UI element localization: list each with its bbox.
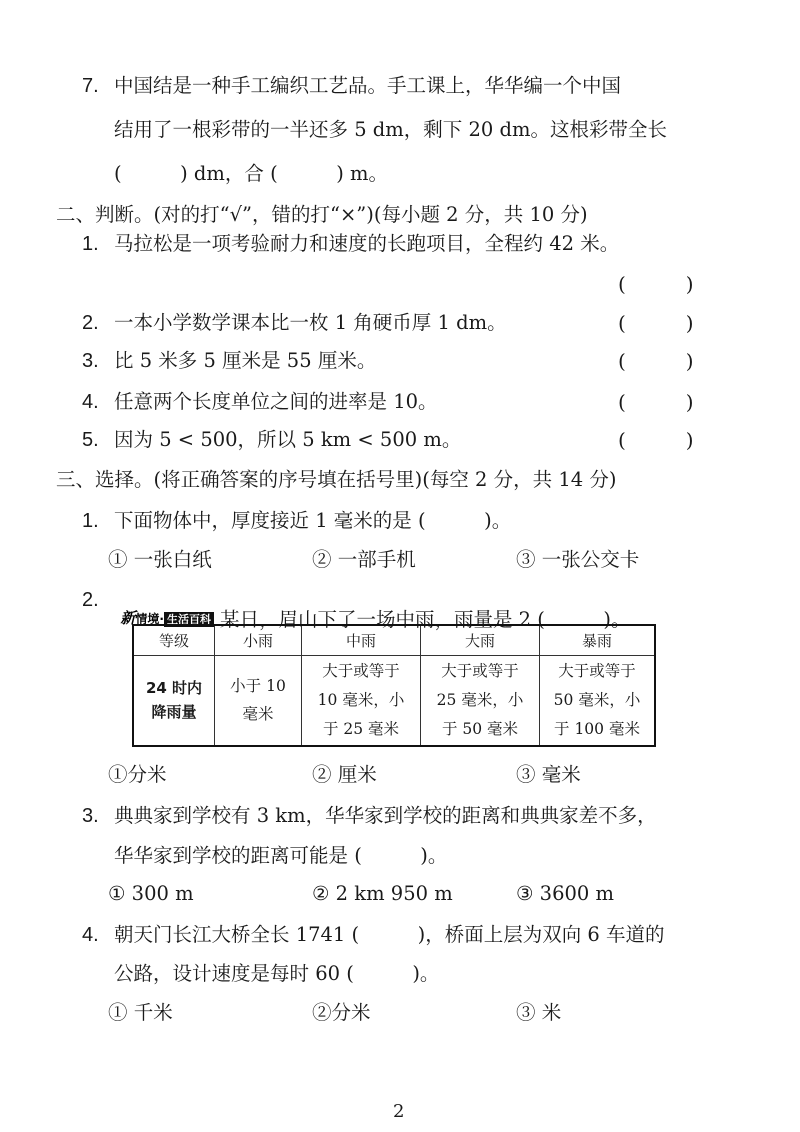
option-2: ②分米 — [312, 1001, 371, 1024]
table-cell: 小于 10 毫米 — [215, 655, 302, 746]
row-header: 24 时内 降雨量 — [133, 655, 215, 746]
option-2: ② 一部手机 — [312, 548, 416, 571]
context-tag: 新情境· 生活百科 — [120, 611, 214, 626]
question-number: 3. — [82, 350, 99, 372]
page-number: 2 — [393, 1101, 405, 1122]
option-1: ① 一张白纸 — [108, 548, 212, 571]
question-text: ( ) dm，合 ( ) m。 — [114, 162, 388, 185]
question-number: 2. — [82, 589, 99, 611]
table-cell: 大于或等于 25 毫米，小 于 50 毫米 — [421, 655, 540, 746]
question-text: 比 5 米多 5 厘米是 55 厘米。 — [114, 349, 377, 372]
option-3: ③ 米 — [516, 1001, 562, 1024]
table-cell: 大于或等于 10 毫米，小 于 25 毫米 — [302, 655, 421, 746]
table-cell: 大于或等于 50 毫米，小 于 100 毫米 — [540, 655, 656, 746]
question-number: 4. — [82, 924, 99, 946]
question-number: 3. — [82, 805, 99, 827]
question-text: 新情境· 生活百科 某日，眉山下了一场中雨，雨量是 2 ( )。 — [120, 607, 631, 631]
table-header: 小雨 — [215, 625, 302, 655]
table-header: 等级 — [133, 625, 215, 655]
option-1: ① 300 m — [108, 882, 194, 905]
answer-blank: ( ) — [618, 428, 694, 452]
question-text: 华华家到学校的距离可能是 ( )。 — [114, 844, 448, 867]
question-text: 朝天门长江大桥全长 1741 ( )，桥面上层为双向 6 车道的 — [114, 923, 665, 946]
option-1: ①分米 — [108, 763, 167, 786]
question-text: 马拉松是一项考验耐力和速度的长跑项目，全程约 42 米。 — [114, 232, 620, 255]
table-header: 中雨 — [302, 625, 421, 655]
question-number: 1. — [82, 510, 99, 532]
option-1: ① 千米 — [108, 1001, 173, 1024]
option-3: ③ 毫米 — [516, 763, 581, 786]
question-text: 典典家到学校有 3 km，华华家到学校的距离和典典家差不多， — [114, 804, 657, 827]
question-text: 下面物体中，厚度接近 1 毫米的是 ( )。 — [114, 509, 512, 532]
section-title: 三、选择。(将正确答案的序号填在括号里)(每空 2 分，共 14 分) — [56, 468, 617, 491]
question-text: 因为 5 < 500，所以 5 km < 500 m。 — [114, 428, 462, 451]
question-number: 7. — [82, 75, 99, 97]
question-text: 一本小学数学课本比一枚 1 角硬币厚 1 dm。 — [114, 311, 507, 334]
question-number: 1. — [82, 233, 99, 255]
question-number: 2. — [82, 312, 99, 334]
question-text: 结用了一根彩带的一半还多 5 dm，剩下 20 dm。这根彩带全长 — [114, 118, 667, 141]
rainfall-table — [132, 624, 656, 747]
table-header: 暴雨 — [540, 625, 656, 655]
section-title: 二、判断。(对的打“√”，错的打“×”)(每小题 2 分，共 10 分) — [56, 203, 588, 226]
answer-blank: ( ) — [618, 349, 694, 373]
option-2: ② 2 km 950 m — [312, 882, 453, 905]
option-2: ② 厘米 — [312, 763, 377, 786]
answer-blank: ( ) — [618, 272, 694, 296]
question-text: 公路，设计速度是每时 60 ( )。 — [114, 962, 440, 985]
answer-blank: ( ) — [618, 311, 694, 335]
answer-blank: ( ) — [618, 390, 694, 414]
question-text: 中国结是一种手工编织工艺品。手工课上，华华编一个中国 — [114, 74, 622, 97]
question-text: 任意两个长度单位之间的进率是 10。 — [114, 390, 438, 413]
table-header: 大雨 — [421, 625, 540, 655]
option-3: ③ 3600 m — [516, 882, 614, 905]
option-3: ③ 一张公交卡 — [516, 548, 640, 571]
question-number: 4. — [82, 391, 99, 413]
question-number: 5. — [82, 429, 99, 451]
